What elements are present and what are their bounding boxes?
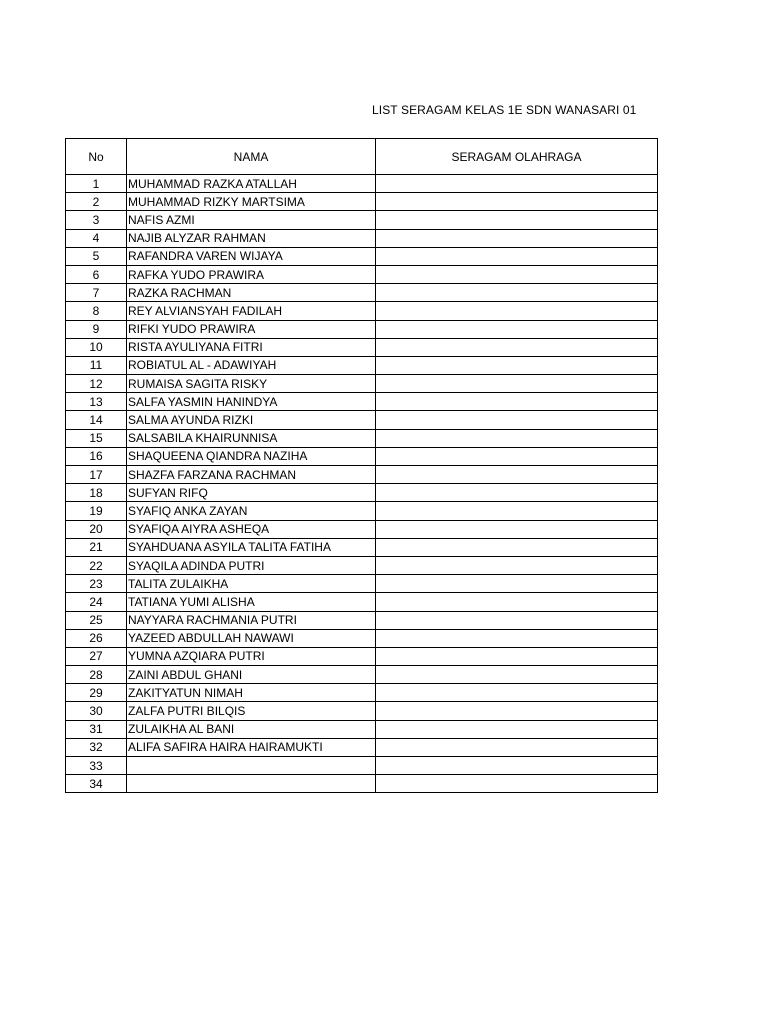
student-name-cell[interactable]: RUMAISA SAGITA RISKY xyxy=(127,375,376,393)
row-number-cell: 21 xyxy=(66,538,127,556)
table-row xyxy=(66,684,658,702)
table-row xyxy=(66,538,658,556)
table-row xyxy=(66,466,658,484)
uniform-size-cell[interactable] xyxy=(376,738,658,756)
table-header xyxy=(66,139,658,175)
student-name-cell[interactable]: SHAQUEENA QIANDRA NAZIHA xyxy=(127,447,376,465)
student-name-cell[interactable]: RAFKA YUDO PRAWIRA xyxy=(127,265,376,283)
table-row xyxy=(66,429,658,447)
row-number-cell: 11 xyxy=(66,356,127,374)
uniform-size-cell[interactable] xyxy=(376,211,658,229)
uniform-size-cell[interactable] xyxy=(376,611,658,629)
row-number-cell: 22 xyxy=(66,556,127,574)
table-row xyxy=(66,411,658,429)
row-number-cell: 3 xyxy=(66,211,127,229)
student-name-cell[interactable]: SYAFIQA AIYRA ASHEQA xyxy=(127,520,376,538)
table-row xyxy=(66,302,658,320)
student-name-cell[interactable]: SYAQILA ADINDA PUTRI xyxy=(127,556,376,574)
student-name-cell[interactable]: NAJIB ALYZAR RAHMAN xyxy=(127,229,376,247)
uniform-size-cell[interactable] xyxy=(376,757,658,775)
uniform-size-cell[interactable] xyxy=(376,320,658,338)
student-name-cell[interactable]: REY ALVIANSYAH FADILAH xyxy=(127,302,376,320)
student-name-cell[interactable]: RAFANDRA VAREN WIJAYA xyxy=(127,247,376,265)
row-number-cell: 1 xyxy=(66,175,127,193)
row-number-cell: 16 xyxy=(66,447,127,465)
row-number-cell: 30 xyxy=(66,702,127,720)
row-number-cell: 31 xyxy=(66,720,127,738)
table-row xyxy=(66,702,658,720)
row-number-cell: 34 xyxy=(66,775,127,793)
student-name-cell[interactable]: ZAINI ABDUL GHANI xyxy=(127,666,376,684)
uniform-size-cell[interactable] xyxy=(376,375,658,393)
row-number-cell: 33 xyxy=(66,757,127,775)
row-number-cell: 18 xyxy=(66,484,127,502)
table-row xyxy=(66,447,658,465)
student-name-cell[interactable] xyxy=(127,757,376,775)
row-number-cell: 10 xyxy=(66,338,127,356)
uniform-size-cell[interactable] xyxy=(376,229,658,247)
student-name-cell[interactable] xyxy=(127,775,376,793)
uniform-size-cell[interactable] xyxy=(376,593,658,611)
student-name-cell[interactable]: MUHAMMAD RAZKA ATALLAH xyxy=(127,175,376,193)
uniform-size-cell[interactable] xyxy=(376,484,658,502)
table-row xyxy=(66,265,658,283)
uniform-size-cell[interactable] xyxy=(376,411,658,429)
table-row xyxy=(66,193,658,211)
uniform-size-cell[interactable] xyxy=(376,575,658,593)
uniform-size-cell[interactable] xyxy=(376,247,658,265)
table-row xyxy=(66,775,658,793)
student-name-cell[interactable]: SHAZFA FARZANA RACHMAN xyxy=(127,466,376,484)
table-row xyxy=(66,738,658,756)
uniform-size-cell[interactable] xyxy=(376,393,658,411)
table-row xyxy=(66,757,658,775)
row-number-cell: 15 xyxy=(66,429,127,447)
table-row xyxy=(66,175,658,193)
row-number-cell: 28 xyxy=(66,666,127,684)
table-row xyxy=(66,666,658,684)
row-number-cell: 13 xyxy=(66,393,127,411)
header-nama: NAMA xyxy=(127,139,376,175)
uniform-size-cell[interactable] xyxy=(376,702,658,720)
table-row xyxy=(66,502,658,520)
uniform-size-cell[interactable] xyxy=(376,447,658,465)
uniform-size-cell[interactable] xyxy=(376,193,658,211)
uniform-size-cell[interactable] xyxy=(376,302,658,320)
row-number-cell: 19 xyxy=(66,502,127,520)
table-row xyxy=(66,247,658,265)
header-seragam-olahraga: SERAGAM OLAHRAGA xyxy=(376,139,658,175)
document-title: LIST SERAGAM KELAS 1E SDN WANASARI 01 xyxy=(372,103,637,117)
uniform-size-cell[interactable] xyxy=(376,429,658,447)
student-name-cell[interactable]: TALITA ZULAIKHA xyxy=(127,575,376,593)
uniform-size-cell[interactable] xyxy=(376,265,658,283)
student-name-cell[interactable]: RAZKA RACHMAN xyxy=(127,284,376,302)
table-row xyxy=(66,520,658,538)
row-number-cell: 14 xyxy=(66,411,127,429)
student-name-cell[interactable]: SYAHDUANA ASYILA TALITA FATIHA xyxy=(127,538,376,556)
uniform-size-cell[interactable] xyxy=(376,284,658,302)
row-number-cell: 8 xyxy=(66,302,127,320)
uniform-size-cell[interactable] xyxy=(376,338,658,356)
uniform-size-cell[interactable] xyxy=(376,538,658,556)
uniform-size-cell[interactable] xyxy=(376,647,658,665)
table-row xyxy=(66,229,658,247)
student-name-cell[interactable]: ROBIATUL AL - ADAWIYAH xyxy=(127,356,376,374)
row-number-cell: 17 xyxy=(66,466,127,484)
table-row xyxy=(66,556,658,574)
student-name-cell[interactable]: ZAKITYATUN NIMAH xyxy=(127,684,376,702)
uniform-size-cell[interactable] xyxy=(376,520,658,538)
table-row xyxy=(66,393,658,411)
uniform-size-cell[interactable] xyxy=(376,556,658,574)
table-row xyxy=(66,284,658,302)
table-row xyxy=(66,211,658,229)
row-number-cell: 7 xyxy=(66,284,127,302)
table-row xyxy=(66,484,658,502)
table-row xyxy=(66,375,658,393)
student-name-cell[interactable]: RIFKI YUDO PRAWIRA xyxy=(127,320,376,338)
student-name-cell[interactable]: YAZEED ABDULLAH NAWAWI xyxy=(127,629,376,647)
table-row xyxy=(66,338,658,356)
row-number-cell: 27 xyxy=(66,647,127,665)
row-number-cell: 32 xyxy=(66,738,127,756)
table-row xyxy=(66,575,658,593)
header-no: No xyxy=(66,139,127,175)
uniform-size-cell[interactable] xyxy=(376,629,658,647)
student-name-cell[interactable]: TATIANA YUMI ALISHA xyxy=(127,593,376,611)
table-row xyxy=(66,647,658,665)
uniform-size-cell[interactable] xyxy=(376,175,658,193)
student-name-cell[interactable]: MUHAMMAD RIZKY MARTSIMA xyxy=(127,193,376,211)
table-row xyxy=(66,320,658,338)
student-name-cell[interactable]: ALIFA SAFIRA HAIRA HAIRAMUKTI xyxy=(127,738,376,756)
table-row xyxy=(66,720,658,738)
student-name-cell[interactable]: NAYYARA RACHMANIA PUTRI xyxy=(127,611,376,629)
table-body xyxy=(66,175,658,793)
table-row xyxy=(66,629,658,647)
row-number-cell: 6 xyxy=(66,265,127,283)
student-name-cell[interactable]: SUFYAN RIFQ xyxy=(127,484,376,502)
uniform-size-cell[interactable] xyxy=(376,684,658,702)
student-name-cell[interactable]: SALSABILA KHAIRUNNISA xyxy=(127,429,376,447)
uniform-size-cell[interactable] xyxy=(376,466,658,484)
uniform-size-cell[interactable] xyxy=(376,666,658,684)
uniform-size-cell[interactable] xyxy=(376,356,658,374)
row-number-cell: 2 xyxy=(66,193,127,211)
row-number-cell: 5 xyxy=(66,247,127,265)
student-name-cell[interactable]: SALFA YASMIN HANINDYA xyxy=(127,393,376,411)
student-name-cell[interactable]: SALMA AYUNDA RIZKI xyxy=(127,411,376,429)
table-row xyxy=(66,593,658,611)
row-number-cell: 29 xyxy=(66,684,127,702)
student-name-cell[interactable]: YUMNA AZQIARA PUTRI xyxy=(127,647,376,665)
uniform-size-cell[interactable] xyxy=(376,720,658,738)
row-number-cell: 24 xyxy=(66,593,127,611)
uniform-list-table xyxy=(65,138,658,793)
student-name-cell[interactable]: SYAFIQ ANKA ZAYAN xyxy=(127,502,376,520)
row-number-cell: 4 xyxy=(66,229,127,247)
row-number-cell: 20 xyxy=(66,520,127,538)
row-number-cell: 25 xyxy=(66,611,127,629)
uniform-size-cell[interactable] xyxy=(376,775,658,793)
header-row xyxy=(66,139,658,175)
student-name-cell[interactable]: NAFIS AZMI xyxy=(127,211,376,229)
row-number-cell: 12 xyxy=(66,375,127,393)
student-name-cell[interactable]: ZULAIKHA AL BANI xyxy=(127,720,376,738)
table-row xyxy=(66,356,658,374)
table-row xyxy=(66,611,658,629)
student-name-cell[interactable]: RISTA AYULIYANA FITRI xyxy=(127,338,376,356)
row-number-cell: 26 xyxy=(66,629,127,647)
row-number-cell: 9 xyxy=(66,320,127,338)
uniform-size-cell[interactable] xyxy=(376,502,658,520)
student-name-cell[interactable]: ZALFA PUTRI BILQIS xyxy=(127,702,376,720)
row-number-cell: 23 xyxy=(66,575,127,593)
